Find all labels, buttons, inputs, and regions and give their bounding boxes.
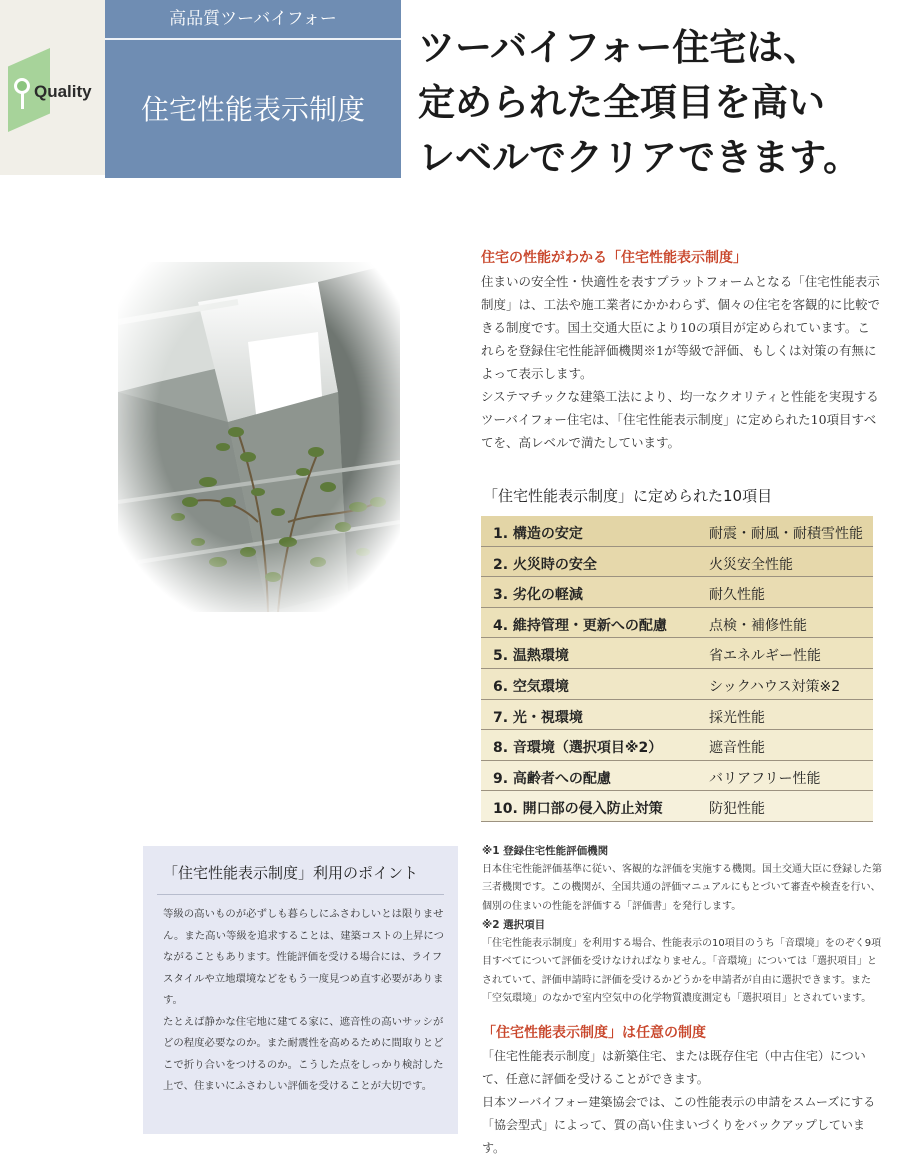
table-row — [481, 608, 873, 639]
pointbox-title: 「住宅性能表示制度」利用のポイント — [163, 864, 419, 882]
headline — [418, 20, 893, 185]
pointbox-body — [163, 904, 451, 1098]
item-name: 1. 構造の安定 — [493, 526, 583, 542]
item-name: 9. 高齢者への配慮 — [493, 770, 611, 787]
performance-name: 火災安全性能 — [709, 556, 793, 573]
table-row — [481, 730, 873, 761]
note1-title: ※1 登録住宅性能評価機関 — [482, 845, 609, 857]
note2-text: 「住宅性能表示制度」を利用する場合、性能表示の10項目のうち「音環境」をのぞく9項目すべてについて評価を受けなければなりません。「音環境」については「選択項目」とされていて、評価申請時に評価を受けるかどうかを申請者が自由に選択できます。また「空気環境」のなかで室内空気中の化学物質濃度測定も「選択項目」とされています。 — [482, 937, 882, 1004]
header-subtitle: 高品質ツーバイフォー — [105, 0, 401, 40]
item-name: 10. 開口部の侵入防止対策 — [493, 801, 663, 818]
table-row — [481, 638, 873, 669]
paragraph: たとえば静かな住宅地に建てる家に、遮音性の高いサッシがどの程度必要なのか。また耐震性を高めるために間取りとどこで折り合いをつけるのか。こうした点をしっかり検討した上で、住まいにふさわしい評価を受けることが大切です。 — [163, 1015, 444, 1092]
stairwell-photo — [118, 262, 400, 612]
header-left-panel — [0, 0, 105, 175]
page-title: 住宅性能表示制度 — [140, 93, 365, 126]
performance-name: 省エネルギー性能 — [709, 648, 821, 665]
usage-points-box — [143, 846, 458, 1134]
item-name: 6. 空気環境 — [493, 678, 569, 695]
section-title: 住宅の性能がわかる「住宅性能表示制度」 — [481, 250, 747, 266]
headline-line: レベルでクリアできます。 — [418, 136, 861, 179]
quality-badge — [8, 48, 100, 132]
paragraph: 等級の高いものが必ずしも暮らしにふさわしいとは限りません。また高い等級を追求することは、建築コストの上昇につながることもあります。性能評価を受ける場合には、ライフスタイルや立地環境などをもう一度見つめ直す必要があります。 — [163, 908, 444, 1006]
header-title-box — [105, 0, 401, 178]
item-name: 2. 火災時の安全 — [493, 556, 597, 573]
paragraph: 「住宅性能表示制度」は新築住宅、または既存住宅（中古住宅）について、任意に評価を受けることができます。 — [482, 1049, 866, 1086]
performance-name: 耐久性能 — [709, 587, 765, 604]
paragraph: 住まいの安全性・快適性を表すプラットフォームとなる「住宅性能表示制度」は、工法や施工業者にかかわらず、個々の住宅を客観的に比較できる制度です。国土交通大臣により10の項目が定められています。これらを登録住宅性能評価機関※1が等級で評価、もしくは対策の有無によって表示します。 — [481, 274, 881, 381]
section-body — [481, 270, 881, 454]
performance-name: バリアフリー性能 — [709, 770, 821, 787]
headline-line: 定められた全項目を高い — [418, 81, 825, 124]
table-heading: 「住宅性能表示制度」に定められた10項目 — [483, 487, 773, 505]
item-name: 7. 光・視環境 — [493, 709, 583, 726]
performance-name: シックハウス対策※2 — [709, 678, 841, 695]
paragraph: 日本ツーバイフォー建築協会では、この性能表示の申請をスムーズにする「協会型式」によって、質の高い住まいづくりをバックアップしています。 — [482, 1095, 876, 1155]
performance-name: 耐震・耐風・耐積雪性能 — [709, 526, 863, 542]
performance-name: 遮音性能 — [709, 740, 765, 757]
performance-name: 点検・補修性能 — [709, 617, 807, 634]
badge-label: Quality — [34, 82, 92, 101]
table-row — [481, 577, 873, 608]
table-row — [481, 547, 873, 578]
stairwell-plant-image — [118, 262, 400, 612]
performance-items-table — [481, 516, 873, 822]
table-row — [481, 669, 873, 700]
item-name: 5. 温熱環境 — [493, 648, 569, 665]
item-name: 3. 劣化の軽減 — [493, 587, 583, 604]
footnotes — [482, 842, 882, 1009]
pin-stem — [21, 93, 24, 109]
pin-icon — [14, 78, 30, 94]
performance-name: 防犯性能 — [709, 801, 765, 818]
headline-line: ツーバイフォー住宅は、 — [418, 26, 821, 69]
note1-text: 日本住宅性能評価基準に従い、客観的な評価を実施する機関。国土交通大臣に登録した第三者機関です。この機関が、全国共通の評価マニュアルにもとづいて審査や検査を行い、個別の住まいの性能を評価する「評価書」を発行します。 — [482, 863, 882, 912]
note2-title: ※2 選択項目 — [482, 919, 546, 931]
table-row — [481, 516, 873, 547]
section2-body — [482, 1045, 882, 1160]
divider — [157, 894, 444, 895]
table-row — [481, 791, 873, 822]
item-name: 4. 維持管理・更新への配慮 — [493, 617, 667, 634]
paragraph: システマチックな建築工法により、均一なクオリティと性能を実現するツーバイフォー住宅は、「住宅性能表示制度」に定められた10項目すべてを、高レベルで満たしています。 — [481, 389, 879, 450]
item-name: 8. 音環境（選択項目※2） — [493, 740, 663, 757]
section2-title: 「住宅性能表示制度」は任意の制度 — [482, 1025, 706, 1041]
table-row — [481, 700, 873, 731]
performance-name: 採光性能 — [709, 709, 765, 726]
table-row — [481, 761, 873, 792]
